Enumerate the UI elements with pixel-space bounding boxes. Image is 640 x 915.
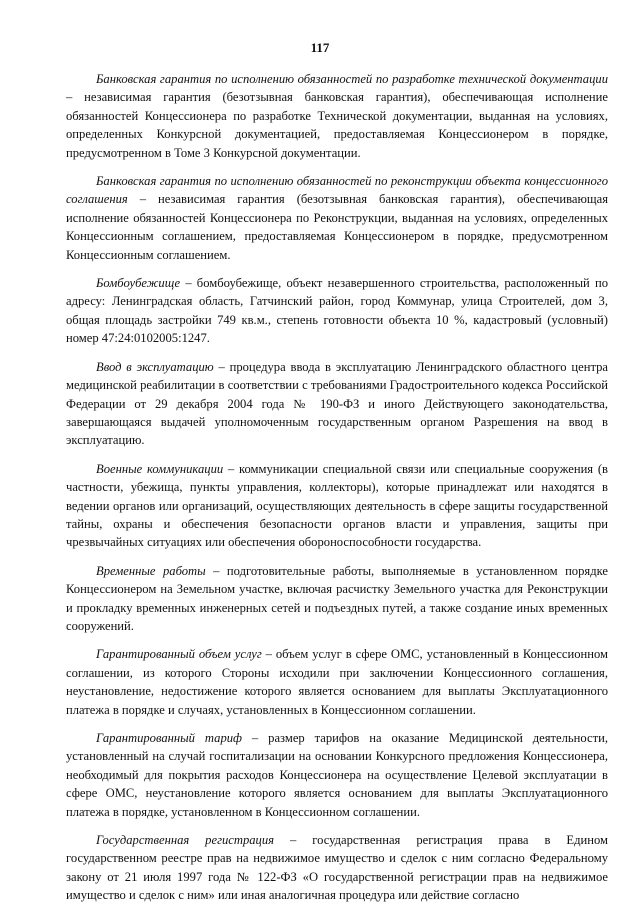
definition-text: – независимая гарантия (безотзывная банковская гарантия), обеспечивающая исполнение обязанностей Концессионера по Реконструкции, выданная на условиях, определенных Концессионным соглашением, предоставляемая Концессионером в порядке, предусмотренном Концессионным соглашением. <box>66 192 608 262</box>
definition-state-registration <box>66 831 608 905</box>
definition-text: – бомбоубежище, объект незавершенного строительства, расположенный по адресу: Ленинградская область, Гатчинский район, город Коммунар, улица Строителей, дом 3, общая площадь застройки 749 кв.м., степень готовности объекта 10 %, кадастровый (условный) номер 47:24:0102005:1247. <box>66 276 608 346</box>
definition-commissioning <box>66 358 608 450</box>
definition-term: Банковская гарантия по исполнению обязанностей по реконструкции объекта концессионного соглашения <box>66 174 608 207</box>
definition-bomb-shelter <box>66 274 608 348</box>
definition-text: – независимая гарантия (безотзывная банковская гарантия), обеспечивающая исполнение обязанностей Концессионера по разработке Технической документации, выданная на условиях, определенных Конкурсной документацией, предоставляемая Концессионером в порядке, предусмотренном в Томе 3 Конкурсной документации. <box>66 90 608 160</box>
definition-term: Банковская гарантия по исполнению обязанностей по разработке технической документации <box>96 72 608 86</box>
page-number: 117 <box>310 40 330 55</box>
definition-term: Государственная регистрация <box>96 833 275 848</box>
definition-text: – объем услуг в сфере ОМС, установленный в Концессионном соглашении, из которого Стороны исходили при заключении Концессионного соглашения, неустановление, недостижение которого является основанием для выплаты Эксплуатационного платежа в порядке и случаях, установленных в Концессионном соглашении. <box>66 647 609 717</box>
definition-guaranteed-tariff <box>66 729 608 821</box>
definition-text: – государственная регистрация права в Едином государственном реестре прав на недвижимое имущество и сделок с ним согласно Федеральному закону от 21 июля 1997 года № 122-ФЗ «О государственной регистрации прав на недвижимое имущество и сделок с ним» или иная аналогичная процедура или действие согласно <box>66 833 608 903</box>
definition-term: Гарантированный тариф <box>96 731 242 745</box>
definitions-list <box>66 70 608 915</box>
definition-term: Временные работы <box>96 563 206 578</box>
definition-military-communications <box>66 460 608 552</box>
definition-temporary-works <box>66 562 608 636</box>
definition-text: – коммуникации специальной связи или специальные сооружения (в частности, убежища, пункты управления, коллекторы), которые принадлежат или находятся в ведении органов или организаций, осуществляющих деятельность в сфере защиты государственной тайны, охраны и обеспечения безопасности органов власти и управления, защиты при чрезвычайных ситуациях или обеспечения обороноспособности государства. <box>66 461 609 550</box>
definition-text: – подготовительные работы, выполняемые в установленном порядке Концессионером на Земельном участке, включая расчистку Земельного участка для Реконструкции и прокладку временных инженерных сетей и подъездных путей, а также создание иных временных сооружений. <box>66 563 608 633</box>
definition-text: – процедура ввода в эксплуатацию Ленинградского областного центра медицинской реабилитации в соответствии с требованиями Градостроительного кодекса Российской Федерации от 29 декабря 2004 года № 190-ФЗ и иного Действующего законодательства, завершающаяся выдачей уполномоченным государственным органом Разрешения на ввод в эксплуатацию. <box>66 359 608 448</box>
definition-text: – размер тарифов на оказание Медицинской деятельности, установленный на случай госпитализации на основании Конкурсного предложения Концессионера, необходимый для покрытия расходов Концессионера на осуществление Целевой эксплуатации в сфере ОМС, неустановление которого является основанием для выплаты Эксплуатационного платежа в порядке, установленном в Концессионном соглашении. <box>66 731 609 819</box>
definition-guaranteed-volume <box>66 645 608 719</box>
definition-bank-guarantee-reconstruction <box>66 172 608 264</box>
definition-term: Военные коммуникации <box>96 461 224 476</box>
definition-term: Бомбоубежище <box>96 276 181 291</box>
definition-term: Ввод в эксплуатацию <box>96 359 214 374</box>
definition-bank-guarantee-tech-docs <box>66 70 608 162</box>
definition-term: Гарантированный объем услуг <box>96 647 262 662</box>
